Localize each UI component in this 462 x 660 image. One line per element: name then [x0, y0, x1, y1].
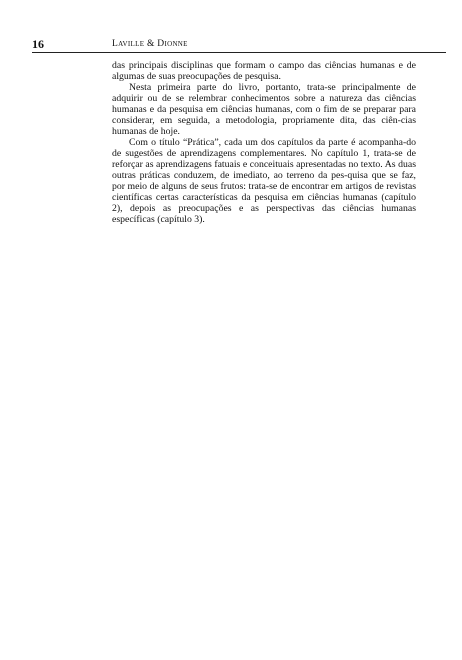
- page-number: 16: [32, 37, 44, 51]
- page-header: [32, 37, 446, 53]
- running-head: Laville & Dionne: [112, 39, 188, 49]
- paragraph: Nesta primeira parte do livro, portanto, trata-se principalmente de adquirir ou de se relembrar conhecimentos sobre a natureza das ciências humanas e da pesquisa em ciências humanas, com o fim de se preparar para considerar, em seguida, a metodologia, propriamente dita, das ciên-cias humanas de hoje.: [112, 82, 416, 137]
- header-rule: [32, 52, 446, 53]
- paragraph-continuation: das principais disciplinas que formam o campo das ciências humanas e de algumas de suas preocupações de pesquisa.: [112, 60, 416, 82]
- body-text: [112, 60, 416, 225]
- paragraph: Com o título “Prática”, cada um dos capítulos da parte é acompanha-do de sugestões de aprendizagens complementares. No capítulo 1, trata-se de reforçar as aprendizagens fatuais e conceituais apresentadas no texto. As duas outras práticas conduzem, de imediato, ao terreno da pes-quisa que se faz, por meio de alguns de seus frutos: trata-se de encontrar em artigos de revistas científicas certas características da pesquisa em ciências humanas (capítulo 2), depois as preocupações e as perspectivas das ciências humanas específicas (capítulo 3).: [112, 137, 416, 225]
